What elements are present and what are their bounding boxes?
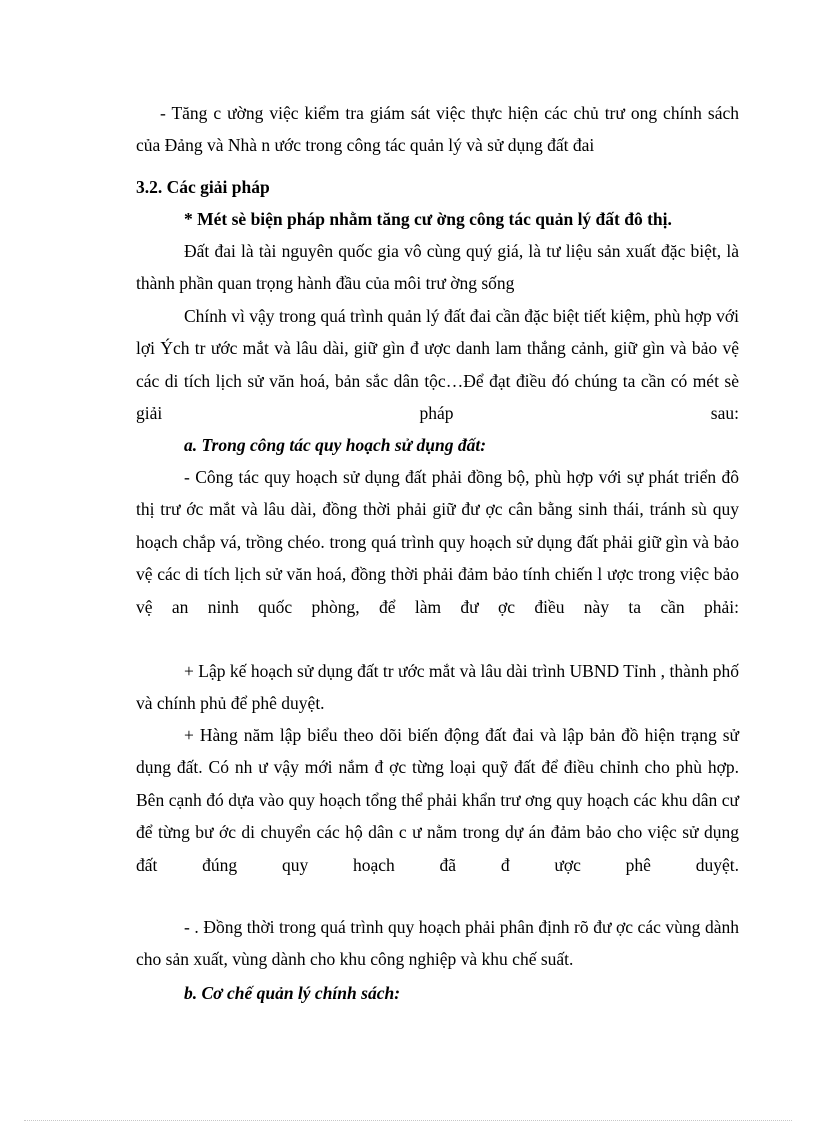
subheading-text: * Mét sè biện pháp nhằm tăng cư ờng công tác quản lý đất đô thị. [184, 209, 672, 229]
page-bottom-divider [24, 1120, 792, 1121]
paragraph-planning-sync [136, 461, 739, 623]
paragraph-text: + Hàng năm lập biểu theo dõi biến động đất đai và lập bản đồ hiện trạng sử dụng đất. Có nh ư vậy mới nắm đ ợc từng loại quỹ đất để điều chỉnh cho phù hợp. Bên cạnh đó dựa vào quy hoạch tổng thể phải khẩn trư ơng quy hoạch các khu dân cư để từng bư ớc di chuyển các hộ dân c ư nằm trong dự án đảm bảo cho việc sử dụng đất đúng quy hoạch đã đ ược phê duyệt. [136, 725, 739, 875]
section-heading-text: 3.2. Các giải pháp [136, 177, 270, 197]
paragraph-text: Chính vì vậy trong quá trình quản lý đất đai cần đặc biệt tiết kiệm, phù hợp với lợi Ých tr ước mắt và lâu dài, giữ gìn đ ược danh lam thắng cảnh, giữ gìn và bảo vệ các di tích lịch sử văn hoá, bản sắc dân tộc…Để đạt điều đó chúng ta cần có mét sè giải pháp sau: [136, 306, 739, 424]
paragraph-management [136, 300, 739, 430]
section-heading [136, 171, 739, 203]
paragraph-land-plan [136, 655, 739, 720]
subheading-planning [136, 429, 739, 461]
paragraph-annual-tracking [136, 719, 739, 881]
paragraph-text: Đất đai là tài nguyên quốc gia vô cùng quý giá, là tư liệu sản xuất đặc biệt, là thành phần quan trọng hành đầu của môi trư ờng sống [136, 241, 739, 294]
subheading-text: b. Cơ chế quản lý chính sách: [184, 983, 401, 1003]
paragraph-zoning [136, 911, 739, 976]
subheading-measures [136, 203, 739, 235]
subheading-text: a. Trong công tác quy hoạch sử dụng đất: [184, 435, 487, 455]
paragraph-land-resource [136, 235, 739, 300]
paragraph-text: + Lập kế hoạch sử dụng đất tr ước mắt và lâu dài trình UBND Tỉnh , thành phố và chính phủ để phê duyệt. [136, 661, 739, 714]
paragraph-monitoring [136, 97, 739, 162]
paragraph-text: - Công tác quy hoạch sử dụng đất phải đồng bộ, phù hợp với sự phát triển đô thị trư ớc mắt và lâu dài, đồng thời phải giữ đư ợc cân bằng sinh thái, tránh sù quy hoạch chắp vá, trồng chéo. trong quá trình quy hoạch sử dụng đất phải giữ gìn và bảo vệ các di tích lịch sử văn hoá, đồng thời phải đảm bảo tính chiến l ược trong việc bảo vệ an ninh quốc phòng, để làm đư ợc điều này ta cần phải: [136, 467, 739, 617]
paragraph-text: - Tăng c ường việc kiểm tra giám sát việc thực hiện các chủ trư ong chính sách của Đảng và Nhà n ước trong công tác quản lý và sử dụng đất đai [136, 103, 739, 156]
subheading-policy [136, 977, 739, 1009]
paragraph-text: - . Đồng thời trong quá trình quy hoạch phải phân định rõ đư ợc các vùng dành cho sản xuất, vùng dành cho khu công nghiệp và khu chế suất. [136, 917, 739, 970]
